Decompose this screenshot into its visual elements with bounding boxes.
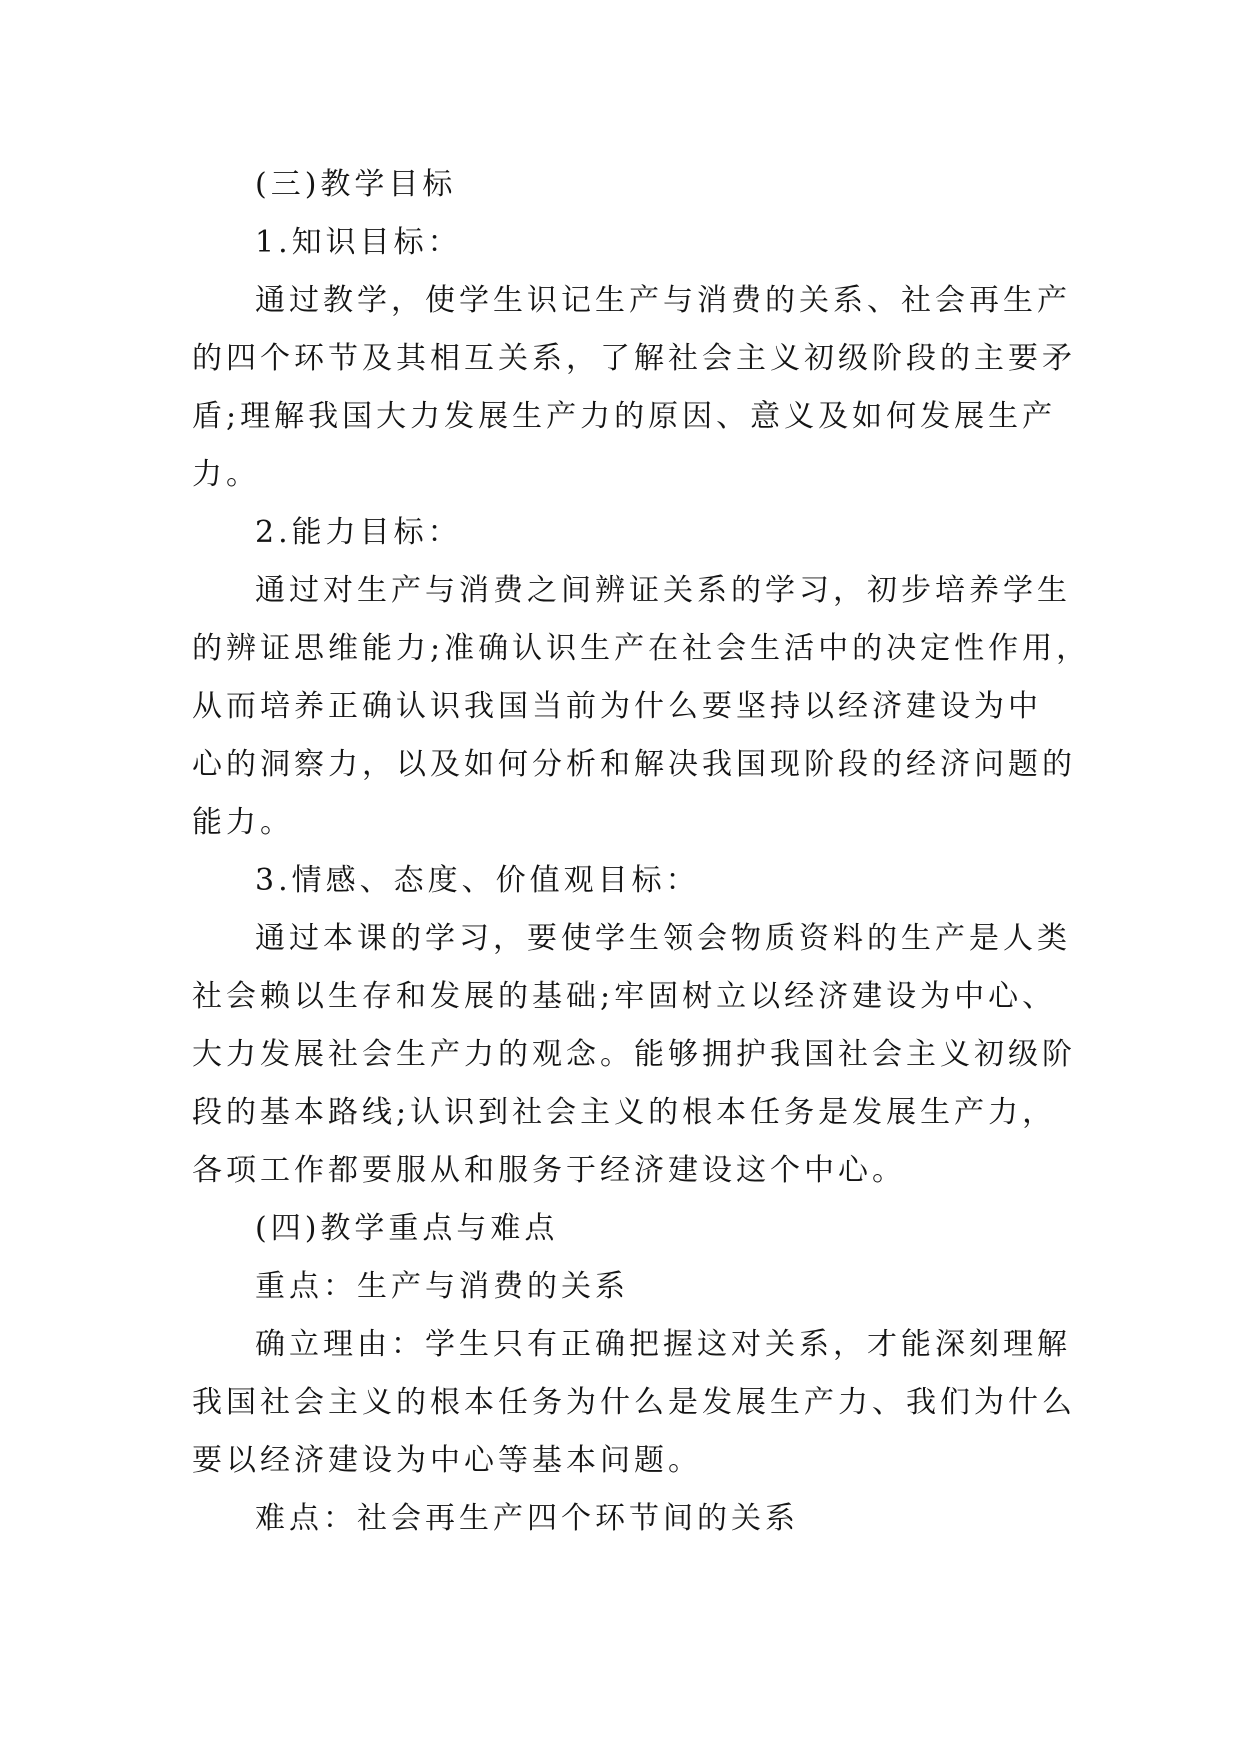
paragraph-line: 通过本课的学习，要使学生领会物质资料的生产是人类 — [255, 921, 1071, 956]
emotion-objective-heading: 3.情感、态度、价值观目标： — [255, 863, 700, 898]
paragraph-line: 各项工作都要服从和服务于经济建设这个中心。 — [192, 1153, 906, 1188]
paragraph-line: 要以经济建设为中心等基本问题。 — [192, 1443, 702, 1478]
paragraph-line: 社会赖以生存和发展的基础;牢固树立以经济建设为中心、 — [192, 979, 1057, 1014]
ability-objective-paragraph — [192, 562, 1091, 852]
section-heading-key-and-difficult-points: (四)教学重点与难点 — [255, 1211, 559, 1246]
key-point: 重点：生产与消费的关系 — [255, 1269, 629, 1304]
difficult-point: 难点：社会再生产四个环节间的关系 — [255, 1501, 799, 1536]
paragraph-line: 大力发展社会生产力的观念。能够拥护我国社会主义初级阶 — [192, 1037, 1076, 1072]
paragraph-line: 心的洞察力，以及如何分析和解决我国现阶段的经济问题的 — [192, 747, 1076, 782]
paragraph-line: 盾;理解我国大力发展生产力的原因、意义及如何发展生产 — [192, 399, 1057, 434]
knowledge-objective-paragraph — [192, 272, 1076, 504]
paragraph-line: 我国社会主义的根本任务为什么是发展生产力、我们为什么 — [192, 1385, 1076, 1420]
paragraph-line: 通过教学，使学生识记生产与消费的关系、社会再生产 — [255, 283, 1071, 318]
paragraph-line: 的辨证思维能力;准确认识生产在社会生活中的决定性作用， — [192, 631, 1091, 666]
paragraph-line: 从而培养正确认识我国当前为什么要坚持以经济建设为中 — [192, 689, 1042, 724]
paragraph-line: 能力。 — [192, 805, 294, 840]
paragraph-line: 通过对生产与消费之间辨证关系的学习，初步培养学生 — [255, 573, 1071, 608]
section-heading-teaching-objectives: (三)教学目标 — [255, 167, 457, 202]
emotion-objective-paragraph — [192, 910, 1076, 1200]
paragraph-line: 确立理由：学生只有正确把握这对关系，才能深刻理解 — [255, 1327, 1071, 1362]
key-point-reason-paragraph — [192, 1316, 1076, 1490]
paragraph-line: 段的基本路线;认识到社会主义的根本任务是发展生产力， — [192, 1095, 1057, 1130]
ability-objective-heading: 2.能力目标： — [255, 515, 462, 550]
paragraph-line: 的四个环节及其相互关系，了解社会主义初级阶段的主要矛 — [192, 341, 1076, 376]
document-body — [192, 156, 1091, 1548]
knowledge-objective-heading: 1.知识目标： — [255, 225, 462, 260]
paragraph-line: 力。 — [192, 457, 260, 492]
